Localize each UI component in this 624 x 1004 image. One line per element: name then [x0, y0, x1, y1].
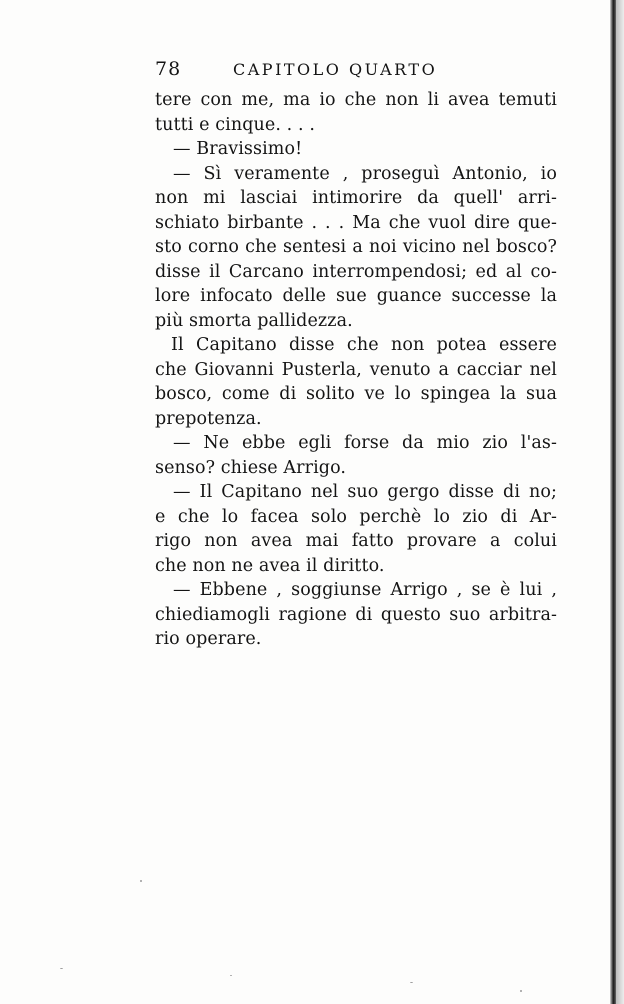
text-line: — Ne ebbe egli forse da mio zio l'as- — [173, 433, 557, 453]
text-line: e che lo facea solo perchè lo zio di Ar- — [155, 506, 557, 527]
paragraph — [155, 162, 557, 334]
paragraph — [155, 431, 557, 480]
text-line: che non ne avea il diritto. — [155, 555, 385, 576]
text-line: bosco, come di solito ve lo spingea la sua — [155, 384, 557, 404]
text-line: non mi lasciai intimorire da quell' arri- — [155, 188, 557, 208]
text-block — [155, 58, 557, 652]
paper-speck — [230, 975, 232, 976]
paragraph — [155, 333, 557, 431]
text-line: chiediamogli ragione di questo suo arbitra- — [155, 604, 557, 625]
paragraph — [155, 578, 557, 652]
text-line: prepotenza. — [155, 408, 262, 429]
text-line: lore infocato delle sue guance successe la — [155, 286, 557, 306]
text-line: — Il Capitano nel suo gergo disse di no; — [173, 482, 557, 502]
text-line: — Sì veramente , proseguì Antonio, io — [173, 163, 557, 184]
text-line: — Ebbene , soggiunse Arrigo , se è lui , — [173, 580, 557, 600]
text-line: che Giovanni Pusterla, venuto a cacciar nel — [155, 359, 557, 380]
chapter-title: CAPITOLO QUARTO — [233, 60, 438, 79]
paragraph — [155, 480, 557, 578]
paragraph — [155, 88, 557, 137]
running-head — [155, 58, 557, 88]
text-line: schiato birbante . . . Ma che vuol dire que- — [155, 212, 557, 233]
text-line: più smorta pallidezza. — [155, 310, 353, 331]
text-line: disse il Carcano interrompendosi; ed al co- — [155, 261, 557, 282]
book-spine — [610, 0, 616, 1004]
text-line: sto corno che sentesi a noi vicino nel bosco? — [155, 237, 557, 257]
paper-speck — [520, 990, 522, 992]
page-number: 78 — [155, 58, 182, 80]
paragraph — [155, 137, 557, 162]
paper-speck — [410, 982, 413, 983]
text-line: senso? chiese Arrigo. — [155, 457, 347, 478]
text-line: Il Capitano disse che non potea essere — [171, 335, 557, 355]
paper-speck — [140, 880, 142, 882]
text-line: tere con me, ma io che non li avea temuti — [155, 90, 557, 110]
paper-speck — [60, 968, 63, 969]
text-line: tutti e cinque. . . . — [155, 114, 315, 135]
text-line: rio operare. — [155, 629, 262, 649]
text-line: rigo non avea mai fatto provare a colui — [155, 531, 557, 551]
page-edge-shadow — [616, 0, 624, 1004]
text-line: — Bravissimo! — [173, 139, 303, 159]
